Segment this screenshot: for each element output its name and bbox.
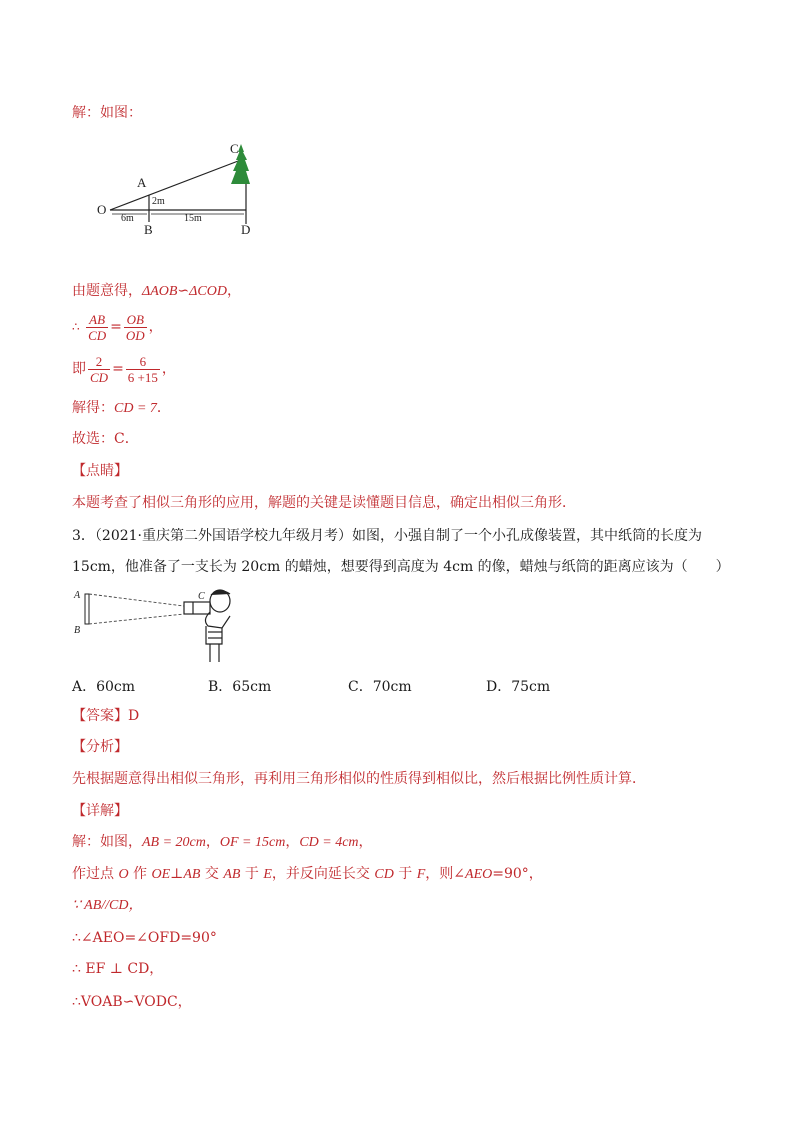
math-symbol: O [118, 867, 129, 882]
text: ， [226, 283, 241, 299]
answer-line [72, 707, 139, 725]
label-o: O [97, 202, 107, 217]
math-symbol: AB [223, 867, 241, 882]
equals-sign: = [112, 361, 124, 377]
math-symbol: E [263, 867, 272, 882]
sight-line [110, 158, 246, 210]
numerator: 2 [88, 354, 110, 370]
solution-line-3 [72, 352, 176, 386]
comment-text: 本题考查了相似三角形的应用，解题的关键是读懂题目信息，确定出相似三角形． [72, 495, 576, 511]
math-symbol: CD [374, 867, 394, 882]
label-a: A [137, 175, 147, 190]
text: 交 [200, 866, 224, 882]
measure-ob: 6m [121, 213, 134, 224]
question-3-line-2: 15cm，他准备了一支长为 20cm 的蜡烛，想要得到高度为 4cm 的像，蜡烛与纸筒的距离应该为（ ） [72, 559, 730, 575]
therefore-symbol: ∴ [72, 320, 80, 334]
option-b: B．65cm [208, 679, 272, 695]
question-3-line-1: 3．（2021·重庆第二外国语学校九年级月考）如图，小强自制了一个小孔成像装置，其中纸筒的长度为 [72, 528, 702, 544]
math-symbol: F [416, 867, 426, 882]
text: ，并反向延长交 [271, 866, 375, 882]
text: ， [161, 361, 176, 377]
numerator: AB [86, 312, 108, 328]
math-expression: ΔAOB∽ΔCOD [142, 284, 227, 299]
answer-value: D [128, 708, 140, 724]
person-with-tube-icon [184, 590, 230, 662]
label-c: C [198, 591, 205, 602]
detail-heading: 【详解】 [72, 803, 128, 819]
intro-text: 解：如图： [72, 105, 142, 121]
solution-line-1 [72, 282, 241, 301]
fraction-ab-cd [86, 312, 108, 343]
math-expression: OF = 15cm [219, 835, 286, 850]
option-c: C．70cm [348, 679, 412, 695]
text: ， [205, 834, 220, 850]
label-c: C [230, 141, 239, 156]
math-expression: AB = 20cm [142, 835, 206, 850]
numerator: OB [124, 312, 147, 328]
fraction-ob-od [124, 312, 147, 343]
math-expression: CD = 7 [114, 401, 157, 416]
answer-heading: 【答案】 [72, 708, 128, 724]
math-symbol: AB [183, 867, 201, 882]
detail-line-2 [72, 865, 543, 884]
solution-line-4 [72, 399, 171, 418]
text: ， [358, 834, 373, 850]
text: 作 [128, 866, 152, 882]
text: ， [148, 319, 163, 335]
numerator: 6 [126, 354, 160, 370]
label-d: D [241, 222, 251, 237]
detail-line-4: ∴∠AEO=∠OFD=90° [72, 930, 217, 946]
equals-sign: = [110, 319, 122, 335]
denominator: 6 +15 [127, 369, 158, 385]
fraction-6-21 [126, 354, 160, 385]
text: 解：如图， [72, 834, 142, 850]
comment-heading: 【点睛】 [72, 463, 128, 479]
text: 于 [240, 866, 264, 882]
text: 于 [393, 866, 417, 882]
detail-line-1 [72, 833, 373, 852]
pinhole-camera-figure [72, 586, 242, 666]
option-d: D．75cm [486, 679, 551, 695]
text: ． [156, 400, 171, 416]
denominator: CD [90, 369, 109, 385]
measure-bd: 15m [184, 213, 202, 224]
math-expression: CD = 4cm [299, 835, 359, 850]
similar-triangles-figure [92, 138, 272, 240]
denominator: CD [88, 327, 107, 343]
text: 作过点 [72, 866, 119, 882]
label-b: B [74, 625, 81, 636]
analysis-text: 先根据题意得出相似三角形，再利用三角形相似的性质得到相似比，然后根据比例性质计算． [72, 771, 646, 787]
detail-line-5: ∴ EF ⊥ CD， [72, 961, 164, 977]
label-a: A [74, 590, 81, 601]
label-b: B [144, 222, 153, 237]
measure-ab: 2m [152, 196, 165, 207]
detail-line-3: ∵ AB//CD， [72, 898, 143, 913]
math-symbol: AEO [465, 867, 493, 882]
text: ，则∠ [425, 866, 466, 882]
perpendicular-symbol: ⊥ [170, 866, 184, 882]
text: ， [285, 834, 300, 850]
text: =90°， [492, 866, 543, 882]
detail-line-6: ∴VOAB∽VODC， [72, 994, 192, 1010]
text: 即 [72, 361, 86, 377]
analysis-heading: 【分析】 [72, 739, 128, 755]
denominator: OD [125, 327, 145, 343]
text: 由题意得， [72, 283, 142, 299]
option-a: A．60cm [72, 679, 136, 695]
fraction-2-cd [88, 354, 110, 385]
text: 解得： [72, 400, 114, 416]
solution-choice: 故选：C． [72, 431, 139, 447]
math-symbol: OE [151, 867, 171, 882]
solution-line-2 [72, 310, 163, 344]
candle [85, 594, 89, 624]
